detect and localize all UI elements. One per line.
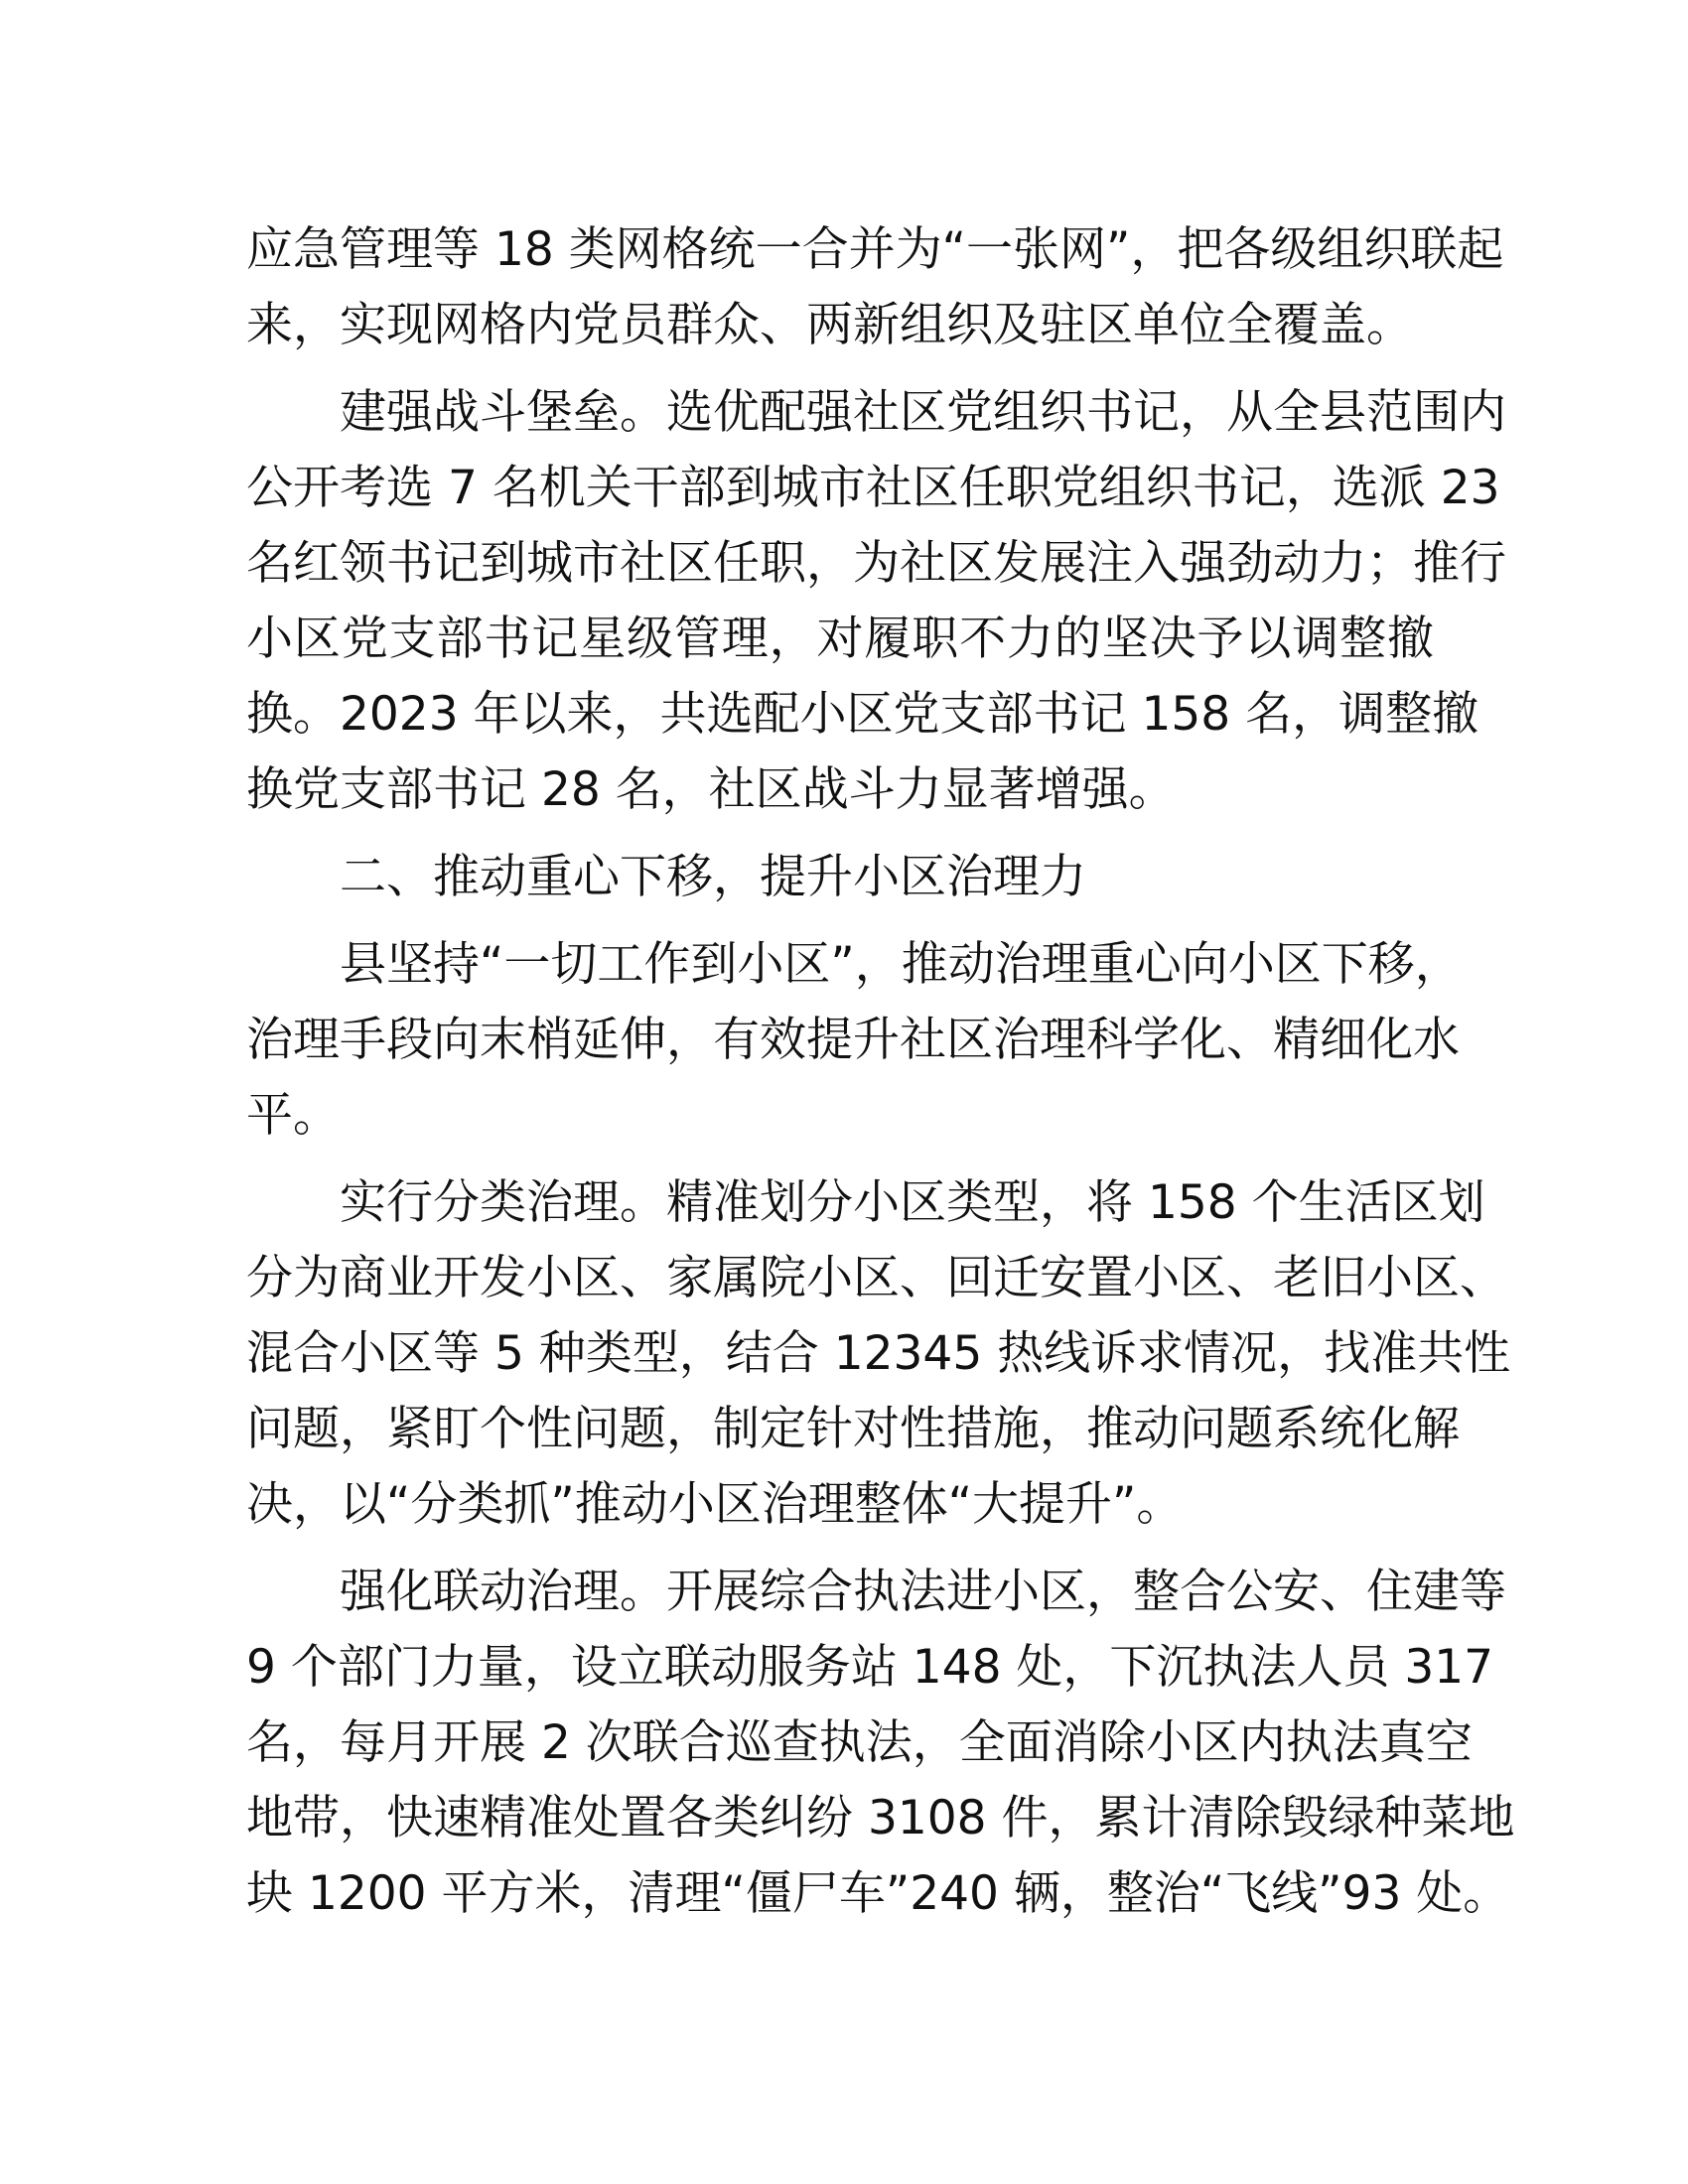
paragraph (246, 212, 1504, 363)
text-line: 名，每月开展 2 次联合巡查执法，全面消除小区内执法真空 (246, 1715, 1473, 1770)
paragraph (246, 1165, 1511, 1543)
document-body (246, 212, 1515, 1932)
section-heading (246, 840, 1434, 915)
text-line: 小区党支部书记星级管理，对履职不力的坚决予以调整撤 (246, 612, 1434, 666)
text-line: 治理手段向末梢延伸，有效提升社区治理科学化、精细化水 (246, 1013, 1460, 1067)
text-line: 公开考选 7 名机关干部到城市社区任职党组织书记，选派 23 (246, 461, 1500, 515)
text-line: 县坚持“一切工作到小区”，推动治理重心向小区下移， (340, 937, 1462, 992)
text-line: 混合小区等 5 种类型，结合 12345 热线诉求情况，找准共性 (246, 1326, 1511, 1381)
text-line: 名红领书记到城市社区任职，为社区发展注入强劲动力；推行 (246, 536, 1506, 591)
text-line: 分为商业开发小区、家属院小区、回迁安置小区、老旧小区、 (246, 1251, 1506, 1305)
text-line: 建强战斗堡垒。选优配强社区党组织书记，从全县范围内 (340, 385, 1506, 440)
heading-text: 二、推动重心下移，提升小区治理力 (340, 850, 1086, 904)
text-line: 换党支部书记 28 名，社区战斗力显著增强。 (246, 762, 1176, 817)
text-line: 实行分类治理。精准划分小区类型，将 158 个生活区划 (340, 1175, 1485, 1230)
text-line: 9 个部门力量，设立联动服务站 148 处，下沉执法人员 317 (246, 1640, 1494, 1695)
text-line: 来，实现网格内党员群众、两新组织及驻区单位全覆盖。 (246, 298, 1413, 352)
text-line: 换。2023 年以来，共选配小区党支部书记 158 名，调整撤 (246, 687, 1479, 742)
paragraph (246, 927, 1462, 1154)
text-line: 应急管理等 18 类网格统一合并为“一张网”，把各级组织联起 (246, 222, 1504, 277)
text-line: 强化联动治理。开展综合执法进小区，整合公安、住建等 (340, 1565, 1506, 1619)
text-line: 平。 (246, 1088, 340, 1143)
text-line: 块 1200 平方米，清理“僵尸车”240 辆，整治“飞线”93 处。 (246, 1866, 1510, 1921)
paragraph (246, 1555, 1515, 1932)
text-line: 地带，快速精准处置各类纠纷 3108 件，累计清除毁绿种菜地 (246, 1791, 1515, 1845)
text-line: 决，以“分类抓”推动小区治理整体“大提升”。 (246, 1477, 1184, 1532)
text-line: 问题，紧盯个性问题，制定针对性措施，推动问题系统化解 (246, 1402, 1460, 1456)
paragraph (246, 375, 1506, 828)
